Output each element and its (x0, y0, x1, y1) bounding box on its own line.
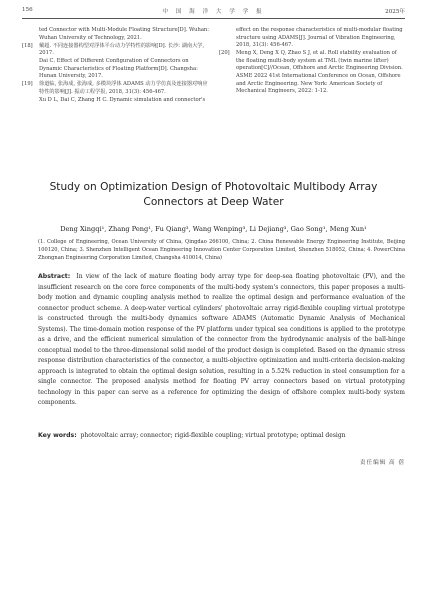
responsible-editor: 责任编辑 高 蓓 (359, 460, 405, 466)
reference-number: [18] (22, 42, 33, 49)
reference-number: [20] (219, 50, 230, 57)
affiliations: (1. College of Engineering, Ocean University of China, Qingdao 266100, China; 2. China Renewable Energy Engineering Institute, Beijing 100120, China; 3. Shenzhen Intelligent Ocean Engineering Innovation Center Corporation Limited, Shenzhen 518052, China; 4. PowerChina Zhongnan Engineering Corporation Limited, Changsha 410014, China) (38, 239, 405, 262)
reference-number: [19] (22, 81, 33, 88)
reference-entry (219, 27, 405, 50)
reference-entry (22, 97, 210, 105)
journal-title: 中 国 海 洋 大 学 学 报 (162, 9, 265, 15)
abstract (38, 272, 405, 409)
author-list: Deng Xingqi¹, Zhang Peng¹, Fu Qiang³, Wang Wenping³, Li Dejiang³, Gao Song¹, Meng Xun¹ (60, 225, 367, 233)
issue-year: 2025年 (385, 9, 405, 15)
reference-text: effect on the response characteristics of multi-modular floating structure using ADAMS[J]. Journal of Vibration Engineering, 2018, 31(3): 456-467. (236, 27, 403, 49)
title-line-2: Connectors at Deep Water (143, 196, 284, 208)
running-header (22, 7, 405, 17)
reference-entry (219, 50, 405, 96)
abstract-label: Abstract: (38, 273, 71, 280)
reference-text: Meng X, Deng X Q, Zhao S J, et al. Roll stability evaluation of the floating multi-body system at TML (twin marine lifter) operation[C]//Ocean, Offshore and Arctic Engineering Division. ASME 2022 41st International Conference on Ocean, Offshore and Arctic Engineering. New York: American Society of Mechanical Engineers, 2022: 1-12. (236, 50, 403, 95)
header-rule (22, 18, 405, 19)
reference-text: 戴超. 不同连接器构型对浮体平台动力学特性的影响[D]. 长沙: 湖南大学, 2017. (39, 42, 205, 57)
references-left-column (22, 27, 210, 105)
page-number: 156 (22, 7, 33, 13)
reference-text: ted Connector with Multi-Module Floating Structure[D]. Wuhan: Wuhan University of Technology, 2021. (39, 27, 210, 41)
reference-entry (22, 58, 210, 81)
reference-text: Dai C. Effect of Different Configuration of Connectors on Dynamic Characteristics of Floating Platform[D]. Changsha: Hunan University, 2017. (39, 58, 198, 80)
paper-title (20, 180, 407, 210)
keywords-label: Key words: (38, 432, 77, 439)
keywords (38, 431, 405, 440)
reference-text: 徐道临, 张海成, 张海成, 多模块浮体 ADAMS 动力学仿真及连接器对响应特性的影响[J]. 振动工程学报, 2018, 31(3): 456-467. (39, 81, 208, 95)
reference-entry (22, 27, 210, 42)
references-right-column (219, 27, 405, 96)
title-line-1: Study on Optimization Design of Photovoltaic Multibody Array (49, 181, 378, 193)
abstract-text: In view of the lack of mature floating body array type for deep-sea floating photovoltaic (PV), and the insufficient research on the core force components of the multi-body system's connectors, this paper proposes a multi-body motion and dynamic coupling analysis method to realize the optimal design and performance evaluation of the connector product scheme. A deep-water vertical cylinders' photovoltaic array rigid-flexible coupling virtual prototype is constructed through the multi-body dynamics software ADAMS (Automatic Dynamic Analysis of Mechanical Systems). The time-domain motion response of the PV platform under typical sea conditions is applied to the prototype as a drive, and the efficient numerical simulation of the connector from the hydrodynamic analysis of the ball-hinge conceptual model to the three-dimensional solid model of the product design is completed. Based on the dynamic stress response distribution characteristics of the connector, a multi-objective optimization and multi-criteria decision-making approach is integrated to obtain the optimal design solution, resulting in a 5.52% reduction in steel consumption for a single connector. The proposed analysis method for floating PV array connectors based on virtual prototyping technology in this paper can serve as a reference for optimizing the design of offshore complex multi-body system components. (38, 273, 405, 406)
keywords-text: photovoltaic array; connector; rigid-flexible coupling; virtual prototype; optimal design (80, 432, 346, 439)
reference-text: Xu D L, Dai C, Zhang H C. Dynamic simulation and connector's (39, 96, 206, 103)
reference-entry (22, 81, 210, 96)
reference-entry (22, 43, 210, 58)
